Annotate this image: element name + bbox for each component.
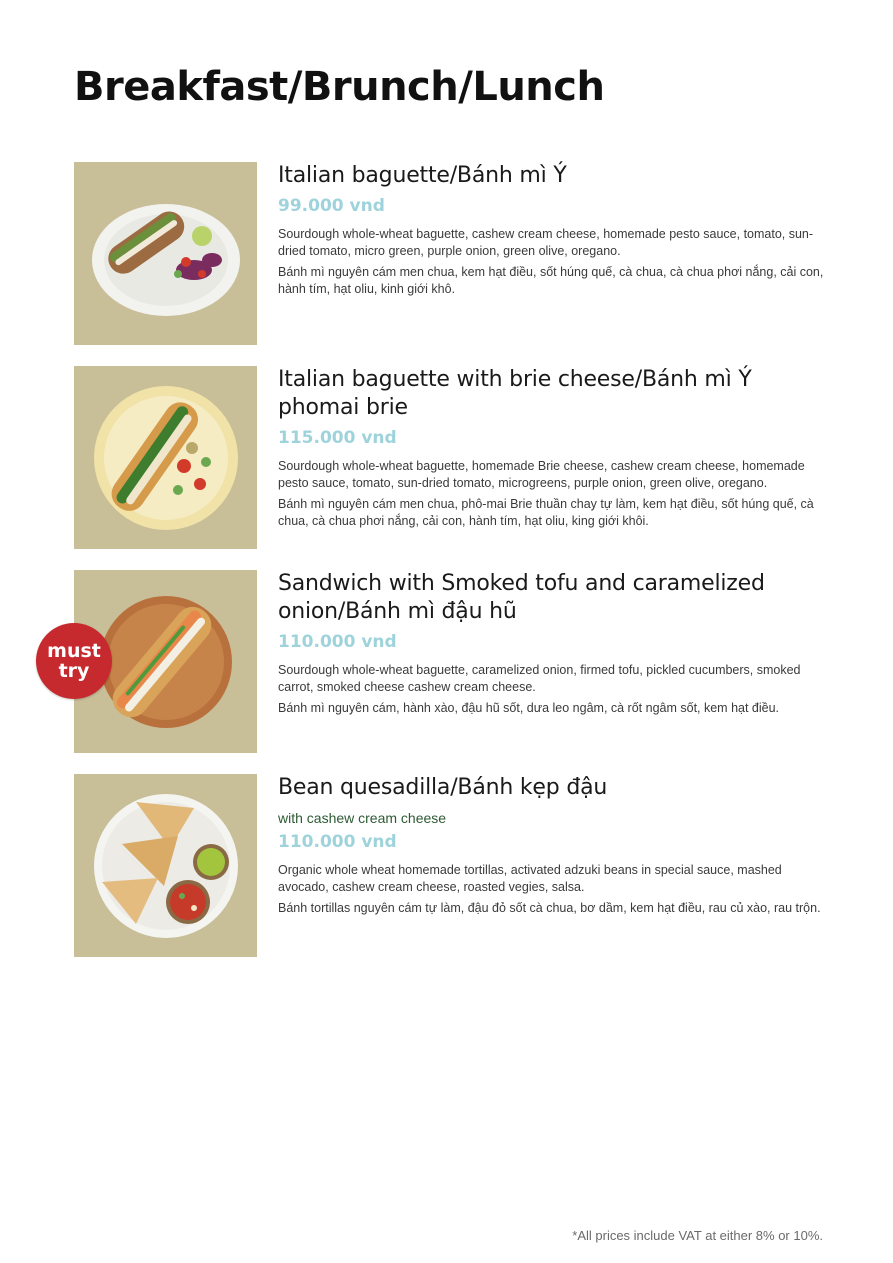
- item-photo: [74, 162, 257, 345]
- item-photo: [74, 366, 257, 549]
- item-name: Sandwich with Smoked tofu and caramelized onion/Bánh mì đậu hũ: [278, 571, 765, 624]
- must-try-badge: [36, 623, 112, 699]
- item-description-en: Sourdough whole-wheat baguette, caramelized onion, firmed tofu, pickled cucumbers, smoked carrot, smoked cheese cashew cream cheese.: [278, 663, 801, 694]
- baguette-plate-icon: [74, 162, 257, 345]
- menu-item: [74, 162, 834, 345]
- page-title: Breakfast/Brunch/Lunch: [74, 64, 605, 110]
- item-description-vi: Bánh tortillas nguyên cám tự làm, đậu đỏ sốt cà chua, bơ dầm, kem hạt điều, rau củ xào, rau trộn.: [278, 901, 821, 915]
- item-description-en: Organic whole wheat homemade tortillas, activated adzuki beans in special sauce, mashed avocado, cashew cream cheese, roasted vegies, salsa.: [278, 863, 782, 894]
- item-name: Italian baguette/Bánh mì Ý: [278, 163, 567, 188]
- item-subtitle: with cashew cream cheese: [278, 810, 447, 826]
- item-price: 110.000 vnd: [278, 632, 397, 652]
- item-description-en: Sourdough whole-wheat baguette, homemade Brie cheese, cashew cream cheese, homemade pesto sauce, tomato, sun-dried tomato, microgreens, purple onion, green olive, oregano.: [278, 459, 805, 490]
- menu-item: [74, 774, 834, 957]
- brie-baguette-plate-icon: [74, 366, 257, 549]
- item-description-vi: Bánh mì nguyên cám men chua, phô-mai Brie thuần chay tự làm, kem hạt điều, sốt húng quế, cà chua, cà chua phơi nắng, cải con, hành tím, hạt oliu, king giới khôi.: [278, 497, 814, 528]
- item-description-vi: Bánh mì nguyên cám, hành xào, đậu hũ sốt, dưa leo ngâm, cà rốt ngâm sốt, kem hạt điều.: [278, 701, 780, 715]
- item-name: Italian baguette with brie cheese/Bánh mì Ý phomai brie: [278, 367, 752, 420]
- item-description-vi: Bánh mì nguyên cám men chua, kem hạt điều, sốt húng quế, cà chua, cà chua phơi nắng, cải con, hành tím, hạt oliu, kinh giới khô.: [278, 265, 824, 296]
- vat-footnote: *All prices include VAT at either 8% or 10%.: [572, 1228, 823, 1243]
- badge-line-2: try: [58, 660, 90, 682]
- badge-line-1: must: [47, 640, 101, 662]
- item-photo: [74, 774, 257, 957]
- item-price: 115.000 vnd: [278, 428, 397, 448]
- item-price: 110.000 vnd: [278, 832, 397, 852]
- item-description-en: Sourdough whole-wheat baguette, cashew cream cheese, homemade pesto sauce, tomato, sun-dried tomato, micro green, purple onion, green olive, oregano.: [278, 227, 814, 258]
- menu-item: [74, 366, 834, 549]
- quesadilla-plate-icon: [74, 774, 257, 957]
- menu-item: [47, 570, 834, 753]
- item-name: Bean quesadilla/Bánh kẹp đậu: [278, 775, 608, 800]
- item-price: 99.000 vnd: [278, 196, 385, 216]
